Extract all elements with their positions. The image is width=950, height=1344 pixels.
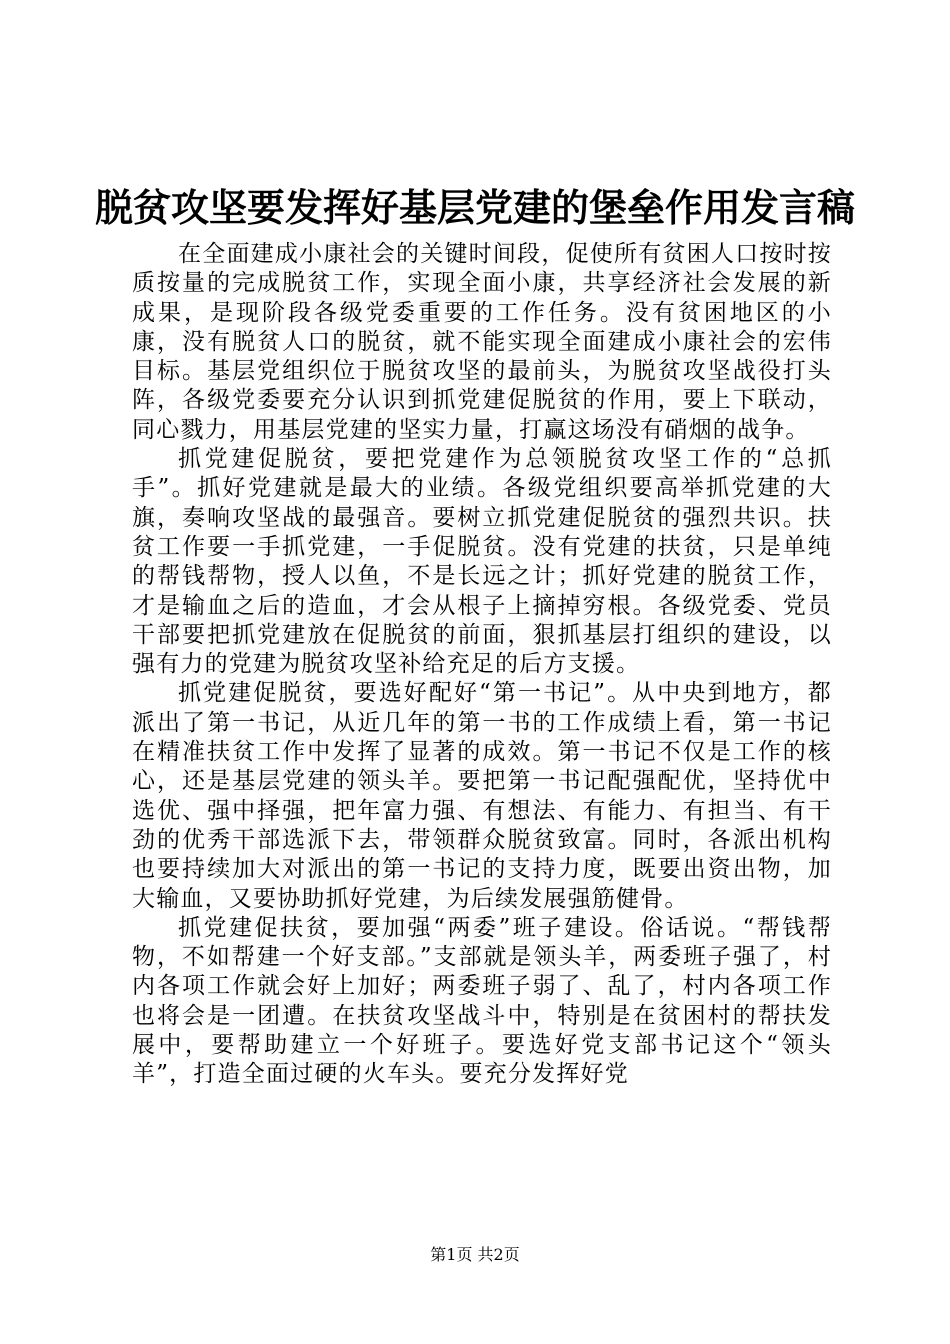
page-number: 第1页 共2页	[430, 1245, 520, 1264]
paragraph: 抓党建促扶贫，要加强“两委”班子建设。俗话说。“帮钱帮物，不如帮建一个好支部。”支部就是领头羊，两委班子强了，村内各项工作就会好上加好；两委班子弱了、乱了，村内各项工作也将会是一团遭。在扶贫攻坚战斗中，特别是在贫困村的帮扶发展中，要帮助建立一个好班子。要选好党支部书记这个“领头羊”，打造全面过硬的火车头。要充分发挥好党	[132, 914, 832, 1088]
paragraph: 在全面建成小康社会的关键时间段，促使所有贫困人口按时按质按量的完成脱贫工作，实现全面小康，共享经济社会发展的新成果，是现阶段各级党委重要的工作任务。没有贫困地区的小康，没有脱贫人口的脱贫，就不能实现全面建成小康社会的宏伟目标。基层党组织位于脱贫攻坚的最前头，为脱贫攻坚战役打头阵，各级党委要充分认识到抓党建促脱贫的作用，要上下联动，同心戮力，用基层党建的坚实力量，打赢这场没有硝烟的战争。	[132, 241, 832, 443]
paragraph: 抓党建促脱贫，要把党建作为总领脱贫攻坚工作的“总抓手”。抓好党建就是最大的业绩。各级党组织要高举抓党建的大旗，奏响攻坚战的最强音。要树立抓党建促脱贫的强烈共识。扶贫工作要一手抓党建，一手促脱贫。没有党建的扶贫，只是单纯的帮钱帮物，授人以鱼，不是长远之计；抓好党建的脱贫工作，才是输血之后的造血，才会从根子上摘掉穷根。各级党委、党员干部要把抓党建放在促脱贫的前面，狠抓基层打组织的建设，以强有力的党建为脱贫攻坚补给充足的后方支援。	[132, 446, 832, 678]
document-title: 脱贫攻坚要发挥好基层党建的堡垒作用发言稿	[94, 186, 855, 230]
paragraph: 抓党建促脱贫，要选好配好“第一书记”。从中央到地方，都派出了第一书记，从近几年的第一书的工作成绩上看，第一书记在精准扶贫工作中发挥了显著的成效。第一书记不仅是工作的核心，还是基层党建的领头羊。要把第一书记配强配优，坚持优中选优、强中择强，把年富力强、有想法、有能力、有担当、有干劲的优秀干部选派下去，带领群众脱贫致富。同时，各派出机构也要持续加大对派出的第一书记的支持力度，既要出资出物，加大输血，又要协助抓好党建，为后续发展强筋健骨。	[132, 680, 832, 912]
document-body	[132, 240, 832, 1090]
